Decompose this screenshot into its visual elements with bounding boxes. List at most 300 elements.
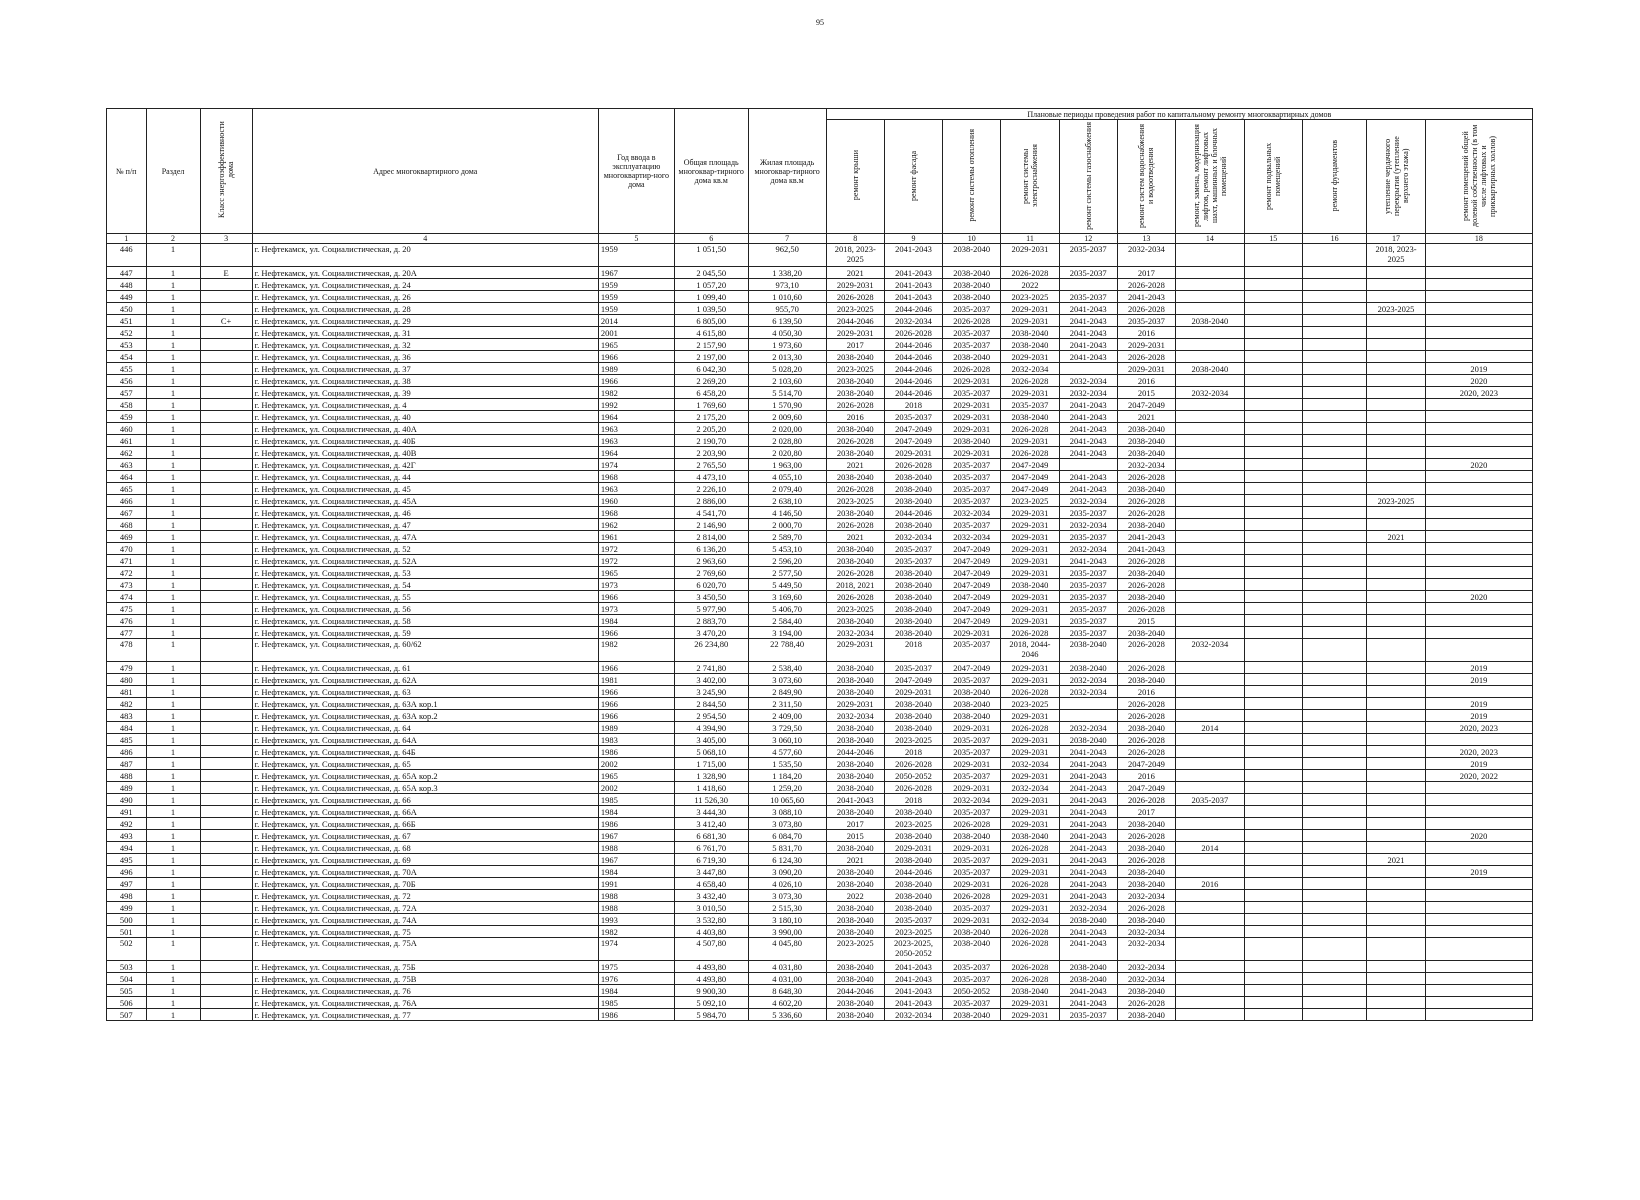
foundation-period bbox=[1302, 615, 1366, 627]
roof-period: 2021 bbox=[826, 531, 884, 543]
facade-period: 2029-2031 bbox=[884, 447, 942, 459]
energy-class bbox=[200, 411, 252, 423]
elevator-period: 2016 bbox=[1176, 878, 1245, 890]
electric-period: 2026-2028 bbox=[1001, 722, 1059, 734]
foundation-period bbox=[1302, 399, 1366, 411]
gas-period: 2041-2043 bbox=[1059, 746, 1117, 758]
electric-period: 2029-2031 bbox=[1001, 854, 1059, 866]
foundation-period bbox=[1302, 579, 1366, 591]
elevator-period bbox=[1176, 662, 1245, 674]
water-period: 2016 bbox=[1117, 327, 1175, 339]
foundation-period bbox=[1302, 471, 1366, 483]
heating-period: 2038-2040 bbox=[943, 1009, 1001, 1021]
facade-period: 2038-2040 bbox=[884, 627, 942, 639]
common-premises-period bbox=[1425, 734, 1532, 746]
facade-period: 2038-2040 bbox=[884, 483, 942, 495]
section: 1 bbox=[146, 603, 200, 615]
water-period: 2035-2037 bbox=[1117, 315, 1175, 327]
electric-period: 2026-2028 bbox=[1001, 447, 1059, 459]
column-number: 12 bbox=[1059, 234, 1117, 244]
total-area: 2 886,00 bbox=[674, 495, 748, 507]
total-area: 2 205,20 bbox=[674, 423, 748, 435]
table-row bbox=[107, 890, 1533, 902]
row-number: 482 bbox=[107, 698, 147, 710]
energy-class bbox=[200, 985, 252, 997]
table-row bbox=[107, 782, 1533, 794]
row-number: 480 bbox=[107, 674, 147, 686]
row-number: 493 bbox=[107, 830, 147, 842]
row-number: 473 bbox=[107, 579, 147, 591]
table-row bbox=[107, 639, 1533, 662]
gas-period: 2041-2043 bbox=[1059, 423, 1117, 435]
facade-period: 2023-2025 bbox=[884, 926, 942, 938]
row-number: 479 bbox=[107, 662, 147, 674]
address: г. Нефтекамск, ул. Социалистическая, д. 76А bbox=[252, 997, 598, 1009]
basement-period bbox=[1244, 447, 1302, 459]
table-row bbox=[107, 531, 1533, 543]
attic-period bbox=[1367, 351, 1425, 363]
address: г. Нефтекамск, ул. Социалистическая, д. 65 bbox=[252, 758, 598, 770]
section: 1 bbox=[146, 244, 200, 267]
water-period: 2026-2028 bbox=[1117, 746, 1175, 758]
table-row bbox=[107, 914, 1533, 926]
header-elevators: ремонт, замена, модернизация лифтов, ремонт лифтовых шахт, машинных и блочных помещений bbox=[1176, 120, 1245, 234]
living-area: 4 146,50 bbox=[748, 507, 826, 519]
table-row bbox=[107, 842, 1533, 854]
gas-period: 2041-2043 bbox=[1059, 997, 1117, 1009]
year: 1986 bbox=[598, 1009, 674, 1021]
attic-period: 2023-2025 bbox=[1367, 495, 1425, 507]
elevator-period bbox=[1176, 423, 1245, 435]
foundation-period bbox=[1302, 961, 1366, 973]
section: 1 bbox=[146, 961, 200, 973]
attic-period bbox=[1367, 830, 1425, 842]
row-number: 468 bbox=[107, 519, 147, 531]
address: г. Нефтекамск, ул. Социалистическая, д. 64Б bbox=[252, 746, 598, 758]
electric-period: 2029-2031 bbox=[1001, 710, 1059, 722]
year: 1984 bbox=[598, 985, 674, 997]
section: 1 bbox=[146, 985, 200, 997]
foundation-period bbox=[1302, 866, 1366, 878]
year: 1966 bbox=[598, 627, 674, 639]
living-area: 4 031,80 bbox=[748, 961, 826, 973]
energy-class bbox=[200, 961, 252, 973]
total-area: 1 715,00 bbox=[674, 758, 748, 770]
water-period: 2032-2034 bbox=[1117, 961, 1175, 973]
elevator-period bbox=[1176, 1009, 1245, 1021]
electric-period: 2032-2034 bbox=[1001, 363, 1059, 375]
year: 1966 bbox=[598, 662, 674, 674]
year: 1965 bbox=[598, 770, 674, 782]
capital-repair-table bbox=[106, 108, 1533, 1021]
year: 1963 bbox=[598, 435, 674, 447]
facade-period: 2041-2043 bbox=[884, 279, 942, 291]
attic-period bbox=[1367, 327, 1425, 339]
facade-period: 2038-2040 bbox=[884, 603, 942, 615]
table-row bbox=[107, 902, 1533, 914]
common-premises-period bbox=[1425, 1009, 1532, 1021]
living-area: 2 584,40 bbox=[748, 615, 826, 627]
column-number: 2 bbox=[146, 234, 200, 244]
address: г. Нефтекамск, ул. Социалистическая, д. 38 bbox=[252, 375, 598, 387]
column-number: 3 bbox=[200, 234, 252, 244]
attic-period bbox=[1367, 938, 1425, 961]
year: 1974 bbox=[598, 459, 674, 471]
heating-period: 2029-2031 bbox=[943, 411, 1001, 423]
section: 1 bbox=[146, 782, 200, 794]
heating-period: 2032-2034 bbox=[943, 531, 1001, 543]
living-area: 3 169,60 bbox=[748, 591, 826, 603]
common-premises-period bbox=[1425, 806, 1532, 818]
heating-period: 2035-2037 bbox=[943, 902, 1001, 914]
roof-period: 2038-2040 bbox=[826, 423, 884, 435]
elevator-period bbox=[1176, 591, 1245, 603]
elevator-period bbox=[1176, 890, 1245, 902]
section: 1 bbox=[146, 758, 200, 770]
row-number: 483 bbox=[107, 710, 147, 722]
table-row bbox=[107, 746, 1533, 758]
attic-period bbox=[1367, 555, 1425, 567]
gas-period: 2038-2040 bbox=[1059, 639, 1117, 662]
common-premises-period bbox=[1425, 399, 1532, 411]
row-number: 474 bbox=[107, 591, 147, 603]
common-premises-period bbox=[1425, 327, 1532, 339]
electric-period: 2023-2025 bbox=[1001, 698, 1059, 710]
row-number: 504 bbox=[107, 973, 147, 985]
electric-period: 2029-2031 bbox=[1001, 591, 1059, 603]
year: 1985 bbox=[598, 794, 674, 806]
attic-period bbox=[1367, 567, 1425, 579]
water-period: 2026-2028 bbox=[1117, 997, 1175, 1009]
facade-period: 2026-2028 bbox=[884, 459, 942, 471]
common-premises-period bbox=[1425, 555, 1532, 567]
column-number: 8 bbox=[826, 234, 884, 244]
column-number: 4 bbox=[252, 234, 598, 244]
living-area: 1 973,60 bbox=[748, 339, 826, 351]
year: 1967 bbox=[598, 854, 674, 866]
elevator-period bbox=[1176, 973, 1245, 985]
year: 1973 bbox=[598, 603, 674, 615]
elevator-period bbox=[1176, 555, 1245, 567]
total-area: 3 532,80 bbox=[674, 914, 748, 926]
water-period: 2041-2043 bbox=[1117, 543, 1175, 555]
section: 1 bbox=[146, 435, 200, 447]
elevator-period bbox=[1176, 495, 1245, 507]
foundation-period bbox=[1302, 507, 1366, 519]
row-number: 461 bbox=[107, 435, 147, 447]
basement-period bbox=[1244, 291, 1302, 303]
gas-period: 2041-2043 bbox=[1059, 938, 1117, 961]
year: 1989 bbox=[598, 722, 674, 734]
elevator-period bbox=[1176, 866, 1245, 878]
roof-period: 2021 bbox=[826, 854, 884, 866]
year: 1983 bbox=[598, 734, 674, 746]
electric-period: 2029-2031 bbox=[1001, 435, 1059, 447]
elevator-period: 2014 bbox=[1176, 722, 1245, 734]
total-area: 5 092,10 bbox=[674, 997, 748, 1009]
water-period: 2026-2028 bbox=[1117, 495, 1175, 507]
row-number: 456 bbox=[107, 375, 147, 387]
address: г. Нефтекамск, ул. Социалистическая, д. 64 bbox=[252, 722, 598, 734]
electric-period: 2029-2031 bbox=[1001, 567, 1059, 579]
gas-period: 2041-2043 bbox=[1059, 985, 1117, 997]
elevator-period bbox=[1176, 686, 1245, 698]
section: 1 bbox=[146, 339, 200, 351]
roof-period: 2021 bbox=[826, 459, 884, 471]
table-row bbox=[107, 483, 1533, 495]
attic-period bbox=[1367, 902, 1425, 914]
roof-period: 2038-2040 bbox=[826, 961, 884, 973]
heating-period: 2029-2031 bbox=[943, 399, 1001, 411]
attic-period bbox=[1367, 279, 1425, 291]
energy-class bbox=[200, 244, 252, 267]
section: 1 bbox=[146, 866, 200, 878]
heating-period: 2035-2037 bbox=[943, 806, 1001, 818]
facade-period: 2044-2046 bbox=[884, 375, 942, 387]
elevator-period bbox=[1176, 674, 1245, 686]
year: 1959 bbox=[598, 279, 674, 291]
year: 1988 bbox=[598, 902, 674, 914]
foundation-period bbox=[1302, 902, 1366, 914]
energy-class bbox=[200, 567, 252, 579]
elevator-period bbox=[1176, 303, 1245, 315]
attic-period bbox=[1367, 639, 1425, 662]
roof-period: 2038-2040 bbox=[826, 555, 884, 567]
energy-class bbox=[200, 902, 252, 914]
attic-period bbox=[1367, 543, 1425, 555]
attic-period bbox=[1367, 315, 1425, 327]
gas-period: 2032-2034 bbox=[1059, 674, 1117, 686]
energy-class bbox=[200, 914, 252, 926]
electric-period: 2047-2049 bbox=[1001, 471, 1059, 483]
common-premises-period bbox=[1425, 543, 1532, 555]
basement-period bbox=[1244, 782, 1302, 794]
facade-period: 2029-2031 bbox=[884, 686, 942, 698]
water-period: 2026-2028 bbox=[1117, 351, 1175, 363]
living-area: 2 103,60 bbox=[748, 375, 826, 387]
heating-period: 2038-2040 bbox=[943, 291, 1001, 303]
heating-period: 2029-2031 bbox=[943, 627, 1001, 639]
gas-period: 2035-2037 bbox=[1059, 567, 1117, 579]
roof-period: 2023-2025 bbox=[826, 363, 884, 375]
living-area: 3 090,20 bbox=[748, 866, 826, 878]
energy-class bbox=[200, 818, 252, 830]
electric-period: 2029-2031 bbox=[1001, 890, 1059, 902]
total-area: 3 444,30 bbox=[674, 806, 748, 818]
basement-period bbox=[1244, 806, 1302, 818]
attic-period bbox=[1367, 794, 1425, 806]
total-area: 4 507,80 bbox=[674, 938, 748, 961]
total-area: 6 719,30 bbox=[674, 854, 748, 866]
foundation-period bbox=[1302, 459, 1366, 471]
water-period: 2015 bbox=[1117, 615, 1175, 627]
section: 1 bbox=[146, 734, 200, 746]
table-row bbox=[107, 686, 1533, 698]
facade-period: 2032-2034 bbox=[884, 531, 942, 543]
energy-class bbox=[200, 662, 252, 674]
address: г. Нефтекамск, ул. Социалистическая, д. 44 bbox=[252, 471, 598, 483]
header-electric: ремонт системы электроснабжения bbox=[1001, 120, 1059, 234]
total-area: 2 190,70 bbox=[674, 435, 748, 447]
foundation-period bbox=[1302, 878, 1366, 890]
row-number: 449 bbox=[107, 291, 147, 303]
table-row bbox=[107, 363, 1533, 375]
facade-period: 2035-2037 bbox=[884, 555, 942, 567]
water-period: 2032-2034 bbox=[1117, 459, 1175, 471]
heating-period: 2038-2040 bbox=[943, 244, 1001, 267]
energy-class bbox=[200, 519, 252, 531]
total-area: 1 051,50 bbox=[674, 244, 748, 267]
facade-period: 2023-2025, 2050-2052 bbox=[884, 938, 942, 961]
total-area: 3 470,20 bbox=[674, 627, 748, 639]
facade-period: 2044-2046 bbox=[884, 351, 942, 363]
living-area: 1 010,60 bbox=[748, 291, 826, 303]
energy-class bbox=[200, 543, 252, 555]
column-number: 16 bbox=[1302, 234, 1366, 244]
table-row bbox=[107, 615, 1533, 627]
facade-period: 2038-2040 bbox=[884, 890, 942, 902]
table-row bbox=[107, 351, 1533, 363]
energy-class bbox=[200, 339, 252, 351]
heating-period: 2038-2040 bbox=[943, 267, 1001, 279]
attic-period bbox=[1367, 878, 1425, 890]
table-row bbox=[107, 471, 1533, 483]
water-period: 2026-2028 bbox=[1117, 279, 1175, 291]
electric-period: 2029-2031 bbox=[1001, 603, 1059, 615]
basement-period bbox=[1244, 770, 1302, 782]
facade-period: 2050-2052 bbox=[884, 770, 942, 782]
attic-period bbox=[1367, 961, 1425, 973]
electric-period: 2029-2031 bbox=[1001, 902, 1059, 914]
facade-period: 2018 bbox=[884, 639, 942, 662]
electric-period: 2038-2040 bbox=[1001, 985, 1059, 997]
section: 1 bbox=[146, 710, 200, 722]
living-area: 4 602,20 bbox=[748, 997, 826, 1009]
basement-period bbox=[1244, 961, 1302, 973]
foundation-period bbox=[1302, 423, 1366, 435]
gas-period: 2041-2043 bbox=[1059, 926, 1117, 938]
table-row bbox=[107, 603, 1533, 615]
common-premises-period bbox=[1425, 483, 1532, 495]
table-row bbox=[107, 387, 1533, 399]
year: 1966 bbox=[598, 698, 674, 710]
facade-period: 2044-2046 bbox=[884, 363, 942, 375]
heating-period: 2035-2037 bbox=[943, 997, 1001, 1009]
roof-period: 2026-2028 bbox=[826, 291, 884, 303]
basement-period bbox=[1244, 698, 1302, 710]
common-premises-period bbox=[1425, 244, 1532, 267]
foundation-period bbox=[1302, 495, 1366, 507]
elevator-period bbox=[1176, 830, 1245, 842]
section: 1 bbox=[146, 423, 200, 435]
roof-period: 2029-2031 bbox=[826, 639, 884, 662]
row-number: 494 bbox=[107, 842, 147, 854]
electric-period: 2029-2031 bbox=[1001, 555, 1059, 567]
section: 1 bbox=[146, 914, 200, 926]
year: 2002 bbox=[598, 782, 674, 794]
basement-period bbox=[1244, 591, 1302, 603]
address: г. Нефтекамск, ул. Социалистическая, д. 75В bbox=[252, 973, 598, 985]
total-area: 6 805,00 bbox=[674, 315, 748, 327]
row-number: 484 bbox=[107, 722, 147, 734]
foundation-period bbox=[1302, 722, 1366, 734]
living-area: 2 849,90 bbox=[748, 686, 826, 698]
gas-period: 2041-2043 bbox=[1059, 782, 1117, 794]
heating-period: 2029-2031 bbox=[943, 447, 1001, 459]
water-period: 2038-2040 bbox=[1117, 866, 1175, 878]
elevator-period bbox=[1176, 782, 1245, 794]
energy-class bbox=[200, 615, 252, 627]
attic-period bbox=[1367, 483, 1425, 495]
address: г. Нефтекамск, ул. Социалистическая, д. 59 bbox=[252, 627, 598, 639]
living-area: 955,70 bbox=[748, 303, 826, 315]
living-area: 2 409,00 bbox=[748, 710, 826, 722]
facade-period: 2032-2034 bbox=[884, 315, 942, 327]
total-area: 6 020,70 bbox=[674, 579, 748, 591]
header-living-area: Жилая площадь многоквар-тирного дома кв.м bbox=[748, 109, 826, 234]
year: 1982 bbox=[598, 926, 674, 938]
gas-period: 2041-2043 bbox=[1059, 303, 1117, 315]
basement-period bbox=[1244, 818, 1302, 830]
basement-period bbox=[1244, 351, 1302, 363]
year: 2002 bbox=[598, 758, 674, 770]
water-period: 2017 bbox=[1117, 267, 1175, 279]
heating-period: 2035-2037 bbox=[943, 866, 1001, 878]
table-row bbox=[107, 866, 1533, 878]
attic-period bbox=[1367, 267, 1425, 279]
table-row bbox=[107, 627, 1533, 639]
energy-class bbox=[200, 758, 252, 770]
row-number: 488 bbox=[107, 770, 147, 782]
foundation-period bbox=[1302, 734, 1366, 746]
facade-period: 2026-2028 bbox=[884, 327, 942, 339]
gas-period bbox=[1059, 710, 1117, 722]
year: 1966 bbox=[598, 591, 674, 603]
gas-period: 2041-2043 bbox=[1059, 411, 1117, 423]
table-row bbox=[107, 854, 1533, 866]
attic-period bbox=[1367, 363, 1425, 375]
header-address: Адрес многоквартирного дома bbox=[252, 109, 598, 234]
electric-period: 2029-2031 bbox=[1001, 543, 1059, 555]
section: 1 bbox=[146, 411, 200, 423]
water-period: 2032-2034 bbox=[1117, 973, 1175, 985]
row-number: 478 bbox=[107, 639, 147, 662]
common-premises-period: 2020 bbox=[1425, 830, 1532, 842]
water-period: 2026-2028 bbox=[1117, 698, 1175, 710]
foundation-period bbox=[1302, 914, 1366, 926]
attic-period bbox=[1367, 806, 1425, 818]
year: 1982 bbox=[598, 639, 674, 662]
facade-period: 2044-2046 bbox=[884, 507, 942, 519]
common-premises-period: 2020 bbox=[1425, 459, 1532, 471]
foundation-period bbox=[1302, 279, 1366, 291]
heating-period: 2050-2052 bbox=[943, 985, 1001, 997]
foundation-period bbox=[1302, 244, 1366, 267]
living-area: 5 453,10 bbox=[748, 543, 826, 555]
living-area: 1 184,20 bbox=[748, 770, 826, 782]
address: г. Нефтекамск, ул. Социалистическая, д. 66Б bbox=[252, 818, 598, 830]
elevator-period bbox=[1176, 411, 1245, 423]
row-number: 489 bbox=[107, 782, 147, 794]
living-area: 3 073,60 bbox=[748, 674, 826, 686]
total-area: 2 146,90 bbox=[674, 519, 748, 531]
basement-period bbox=[1244, 866, 1302, 878]
row-number: 465 bbox=[107, 483, 147, 495]
energy-class bbox=[200, 351, 252, 363]
section: 1 bbox=[146, 303, 200, 315]
energy-class bbox=[200, 997, 252, 1009]
address: г. Нефтекамск, ул. Социалистическая, д. 75Б bbox=[252, 961, 598, 973]
